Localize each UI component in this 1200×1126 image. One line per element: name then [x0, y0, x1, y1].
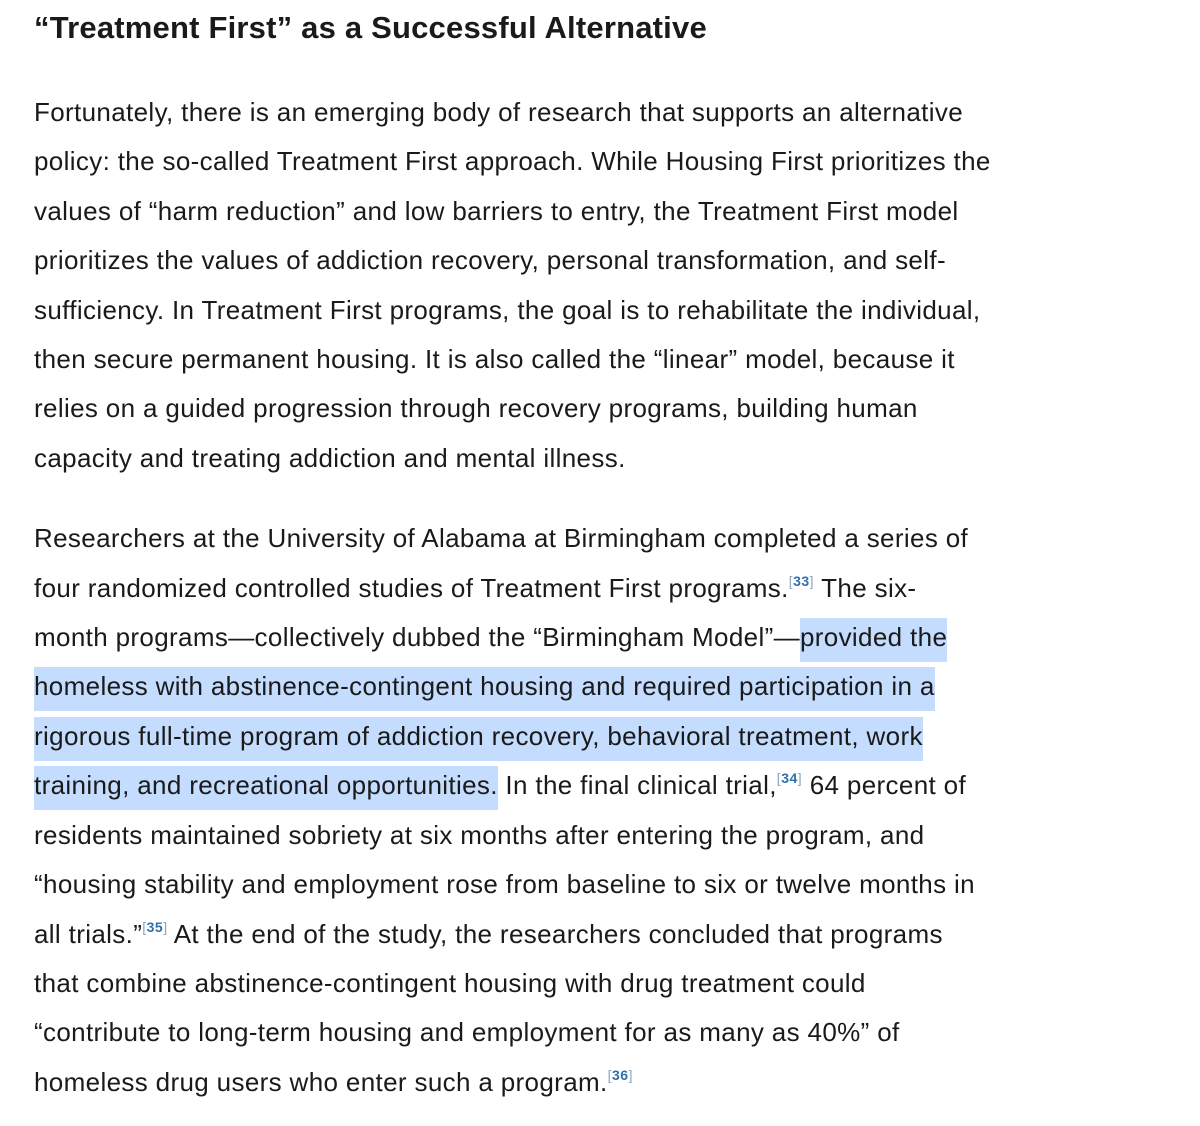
highlighted-text: homeless with abstinence-contingent housing and required participation in a	[34, 667, 935, 711]
paragraph-research	[34, 514, 1164, 1107]
highlighted-text: provided the	[800, 618, 947, 662]
footnote-link-34[interactable]: [34]	[776, 770, 803, 787]
text-line	[34, 613, 1164, 662]
text-line: prioritizes the values of addiction recovery, personal transformation, and self-	[34, 245, 946, 276]
text-line: residents maintained sobriety at six months after entering the program, and	[34, 819, 925, 850]
text-span: four randomized controlled studies of Treatment First programs.	[34, 572, 789, 603]
text-line	[34, 712, 1164, 761]
section-heading: “Treatment First” as a Successful Alternative	[34, 10, 707, 45]
text-span: In the final clinical trial,	[497, 770, 777, 801]
text-line: “contribute to long-term housing and employment for as many as 40%” of	[34, 1017, 900, 1048]
text-span: month programs—collectively dubbed the “Birmingham Model”—	[34, 622, 800, 653]
text-span: The six-	[814, 572, 917, 603]
text-line: that combine abstinence-contingent housing with drug treatment could	[34, 967, 866, 998]
text-line: then secure permanent housing. It is also called the “linear” model, because it	[34, 344, 955, 375]
text-span: all trials.”	[34, 918, 143, 949]
text-line: relies on a guided progression through recovery programs, building human	[34, 393, 918, 424]
text-line: Fortunately, there is an emerging body of research that supports an alternative	[34, 97, 964, 127]
text-line: policy: the so-called Treatment First approach. While Housing First prioritizes the	[34, 146, 991, 177]
highlighted-text: training, and recreational opportunities.	[34, 766, 498, 810]
text-line: capacity and treating addiction and mental illness.	[34, 442, 626, 473]
text-line: “housing stability and employment rose from baseline to six or twelve months in	[34, 869, 975, 900]
text-line: Researchers at the University of Alabama at Birmingham completed a series of	[34, 523, 969, 554]
paragraph-intro	[34, 88, 1164, 483]
text-line: values of “harm reduction” and low barriers to entry, the Treatment First model	[34, 195, 959, 226]
text-line	[34, 761, 1164, 810]
text-span: homeless drug users who enter such a program.	[34, 1066, 608, 1097]
footnote-link-35[interactable]: [35]	[142, 918, 168, 935]
highlighted-text: rigorous full-time program of addiction recovery, behavioral treatment, work	[34, 717, 923, 761]
footnote-link-33[interactable]: [33]	[788, 572, 815, 589]
text-line	[34, 662, 1164, 711]
text-line	[34, 910, 1164, 959]
article	[34, 0, 1164, 1107]
text-span: 64 percent of	[802, 770, 967, 801]
text-line	[34, 1058, 1164, 1107]
footnote-link-36[interactable]: [36]	[607, 1066, 633, 1083]
text-span: At the end of the study, the researchers concluded that programs	[167, 918, 943, 949]
text-line: sufficiency. In Treatment First programs, the goal is to rehabilitate the individual,	[34, 294, 981, 325]
text-line	[34, 564, 1164, 613]
